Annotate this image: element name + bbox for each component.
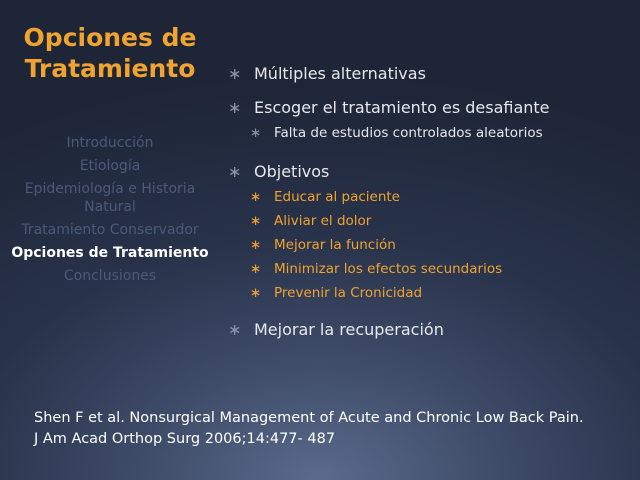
bullet-text: Múltiples alternativas xyxy=(254,64,426,83)
nav-item-opciones-tratamiento: Opciones de Tratamiento xyxy=(11,245,209,261)
slide-title xyxy=(10,22,210,84)
sub-bullet-text: Aliviar el dolor xyxy=(274,213,372,229)
bullet-asterisk-icon: ∗ xyxy=(228,320,242,339)
nav-item-epidemiologia: Epidemiología e Historia Natural xyxy=(24,181,196,215)
sub-bullet-item xyxy=(250,260,633,278)
sub-bullet-text: Educar al paciente xyxy=(274,189,400,205)
bullet-asterisk-icon: ∗ xyxy=(250,125,262,141)
bullet-asterisk-icon: ∗ xyxy=(228,98,242,117)
slide-title-line1: Opciones de xyxy=(23,23,197,52)
bullet-item xyxy=(228,162,633,182)
bullet-list xyxy=(228,64,633,354)
slide-title-line2: Tratamiento xyxy=(24,54,196,83)
nav-item-tratamiento-conservador: Tratamiento Conservador xyxy=(21,222,199,238)
nav-item-introduccion: Introducción xyxy=(66,135,154,151)
sub-bullet-item xyxy=(250,212,633,230)
bullet-asterisk-icon: ∗ xyxy=(250,213,262,229)
bullet-asterisk-icon: ∗ xyxy=(250,237,262,253)
citation-line2: J Am Acad Orthop Surg 2006;14:477- 487 xyxy=(34,431,336,447)
bullet-asterisk-icon: ∗ xyxy=(250,285,262,301)
bullet-item xyxy=(228,320,633,340)
sub-bullet-item xyxy=(250,236,633,254)
bullet-asterisk-icon: ∗ xyxy=(250,261,262,277)
nav-item-etiologia: Etiología xyxy=(79,158,141,174)
sub-bullet-text: Prevenir la Cronicidad xyxy=(274,285,423,301)
section-nav xyxy=(2,133,218,289)
bullet-asterisk-icon: ∗ xyxy=(228,64,242,83)
sub-bullet-text: Falta de estudios controlados aleatorios xyxy=(274,125,543,141)
bullet-item xyxy=(228,64,633,84)
bullet-text: Mejorar la recuperación xyxy=(254,320,444,339)
bullet-text: Escoger el tratamiento es desafiante xyxy=(254,98,550,117)
citation-line1: Shen F et al. Nonsurgical Management of Acute and Chronic Low Back Pain. xyxy=(34,410,584,426)
sub-bullet-text: Mejorar la función xyxy=(274,237,396,253)
citation xyxy=(34,408,634,450)
sub-bullet-item xyxy=(250,124,633,142)
bullet-text: Objetivos xyxy=(254,162,330,181)
nav-item-conclusiones: Conclusiones xyxy=(63,268,157,284)
bullet-asterisk-icon: ∗ xyxy=(250,189,262,205)
sub-bullet-item xyxy=(250,188,633,206)
bullet-item xyxy=(228,98,633,118)
bullet-asterisk-icon: ∗ xyxy=(228,162,242,181)
sub-bullet-item xyxy=(250,284,633,302)
sub-bullet-text: Minimizar los efectos secundarios xyxy=(274,261,503,277)
